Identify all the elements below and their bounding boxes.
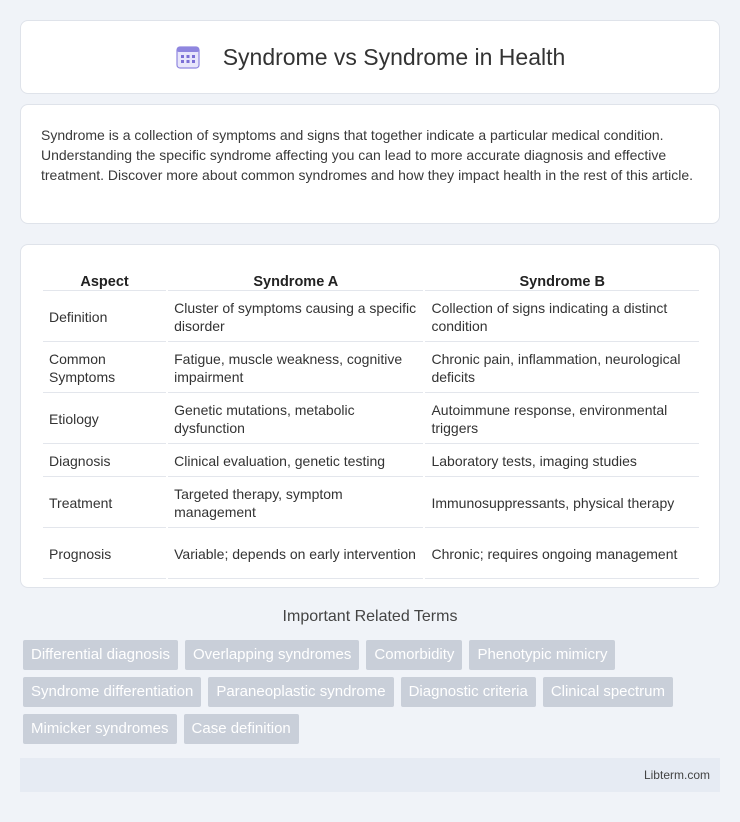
table-row bbox=[43, 446, 699, 477]
table-cell: Immunosuppressants, physical therapy bbox=[425, 479, 699, 528]
table-cell: Diagnosis bbox=[43, 446, 166, 477]
column-header-syndrome-a: Syndrome A bbox=[168, 267, 423, 291]
tag-syndrome-differentiation[interactable]: Syndrome differentiation bbox=[23, 677, 201, 707]
tag-mimicker-syndromes[interactable]: Mimicker syndromes bbox=[23, 714, 177, 744]
intro-text: Syndrome is a collection of symptoms and signs that together indicate a particular medical condition. Understanding the specific syndrome affecting you can lead to more accurate diagnosis and effective treatment. Discover more about common syndromes and how they impact health in the rest of this article. bbox=[41, 127, 694, 183]
header bbox=[175, 44, 566, 71]
table-cell: Collection of signs indicating a distinct condition bbox=[425, 293, 699, 342]
table-row bbox=[43, 293, 699, 342]
tag-case-definition[interactable]: Case definition bbox=[184, 714, 299, 744]
table-cell: Laboratory tests, imaging studies bbox=[425, 446, 699, 477]
table-cell: Variable; depends on early intervention bbox=[168, 530, 423, 579]
table-cell: Common Symptoms bbox=[43, 344, 166, 393]
table-cell: Etiology bbox=[43, 395, 166, 444]
tag-diagnostic-criteria[interactable]: Diagnostic criteria bbox=[401, 677, 536, 707]
table-row bbox=[43, 530, 699, 579]
tag-overlapping-syndromes[interactable]: Overlapping syndromes bbox=[185, 640, 359, 670]
comparison-table-card bbox=[20, 244, 720, 588]
tag-phenotypic-mimicry[interactable]: Phenotypic mimicry bbox=[469, 640, 615, 670]
calendar-grid-icon bbox=[175, 44, 201, 70]
table-cell: Treatment bbox=[43, 479, 166, 528]
tag-clinical-spectrum[interactable]: Clinical spectrum bbox=[543, 677, 673, 707]
table-row bbox=[43, 344, 699, 393]
table-cell: Targeted therapy, symptom management bbox=[168, 479, 423, 528]
table-cell: Genetic mutations, metabolic dysfunction bbox=[168, 395, 423, 444]
intro-card bbox=[20, 104, 720, 224]
table-cell: Fatigue, muscle weakness, cognitive impairment bbox=[168, 344, 423, 393]
table-row bbox=[43, 479, 699, 528]
table-cell: Clinical evaluation, genetic testing bbox=[168, 446, 423, 477]
table-header-row bbox=[43, 267, 699, 291]
table-cell: Cluster of symptoms causing a specific disorder bbox=[168, 293, 423, 342]
related-terms-tags bbox=[23, 640, 723, 744]
table-cell: Autoimmune response, environmental triggers bbox=[425, 395, 699, 444]
table-cell: Chronic pain, inflammation, neurological deficits bbox=[425, 344, 699, 393]
table-cell: Prognosis bbox=[43, 530, 166, 579]
footer-site-link[interactable]: Libterm.com bbox=[643, 768, 710, 782]
page-title: Syndrome vs Syndrome in Health bbox=[222, 43, 566, 70]
table-cell: Chronic; requires ongoing management bbox=[425, 530, 699, 579]
related-terms-title: Important Related Terms bbox=[282, 608, 458, 625]
tag-paraneoplastic-syndrome[interactable]: Paraneoplastic syndrome bbox=[208, 677, 393, 707]
column-header-syndrome-b: Syndrome B bbox=[425, 267, 699, 291]
column-header-aspect: Aspect bbox=[43, 267, 166, 291]
table-cell: Definition bbox=[43, 293, 166, 342]
header-card bbox=[20, 20, 720, 94]
table-row bbox=[43, 395, 699, 444]
footer bbox=[20, 758, 720, 792]
comparison-table bbox=[41, 265, 701, 581]
tag-comorbidity[interactable]: Comorbidity bbox=[366, 640, 462, 670]
tag-differential-diagnosis[interactable]: Differential diagnosis bbox=[23, 640, 178, 670]
